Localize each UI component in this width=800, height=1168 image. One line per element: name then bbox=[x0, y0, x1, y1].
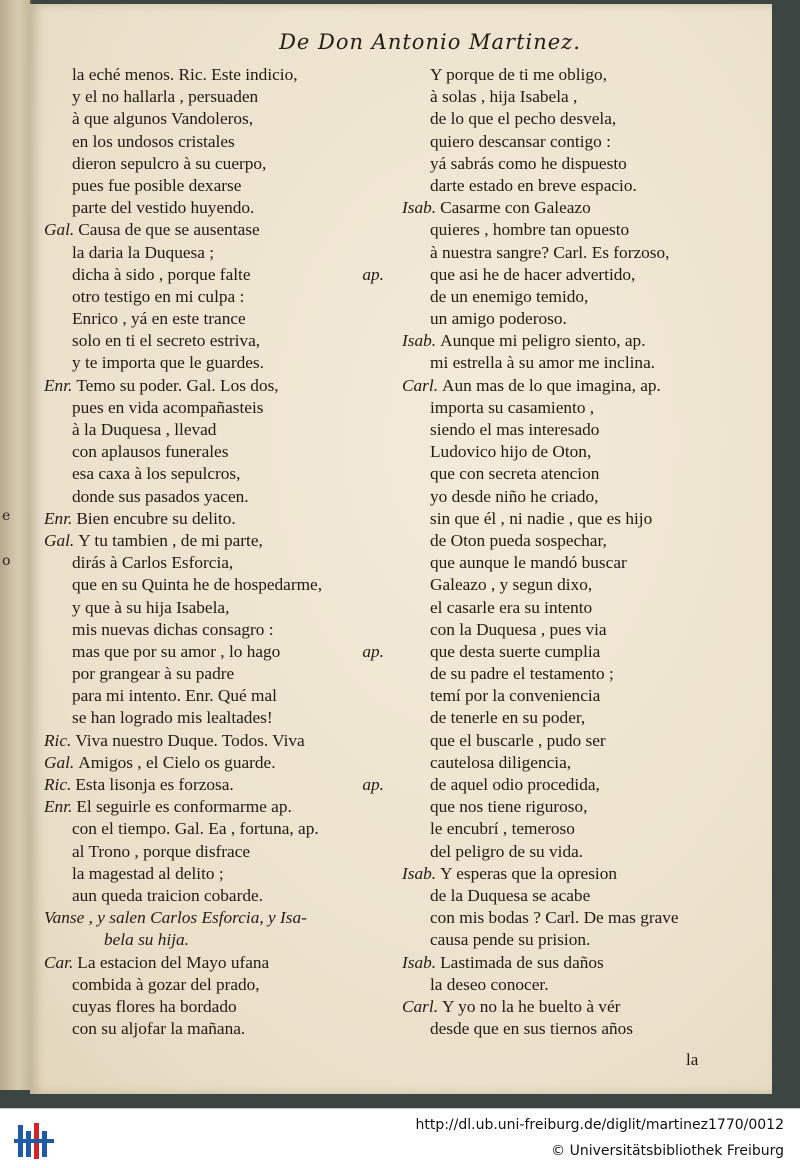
text-line bbox=[44, 64, 384, 86]
verse-text: con aplausos funerales bbox=[72, 442, 229, 462]
text-line bbox=[402, 752, 754, 774]
text-line bbox=[402, 774, 754, 796]
verse-text: La estacion del Mayo ufana bbox=[77, 952, 270, 972]
verse-text: un amigo poderoso. bbox=[430, 309, 567, 329]
verse-text: dirás à Carlos Esforcia, bbox=[72, 553, 234, 573]
text-line bbox=[402, 907, 754, 929]
text-line bbox=[402, 419, 754, 441]
verse-text: Temo su poder. Gal. Los dos, bbox=[76, 375, 279, 395]
verse-text: causa pende su prision. bbox=[430, 930, 591, 950]
text-line bbox=[44, 286, 384, 308]
verse-text: Aunque mi peligro siento, ap. bbox=[440, 331, 646, 351]
verse-text: le encubrí , temeroso bbox=[430, 819, 575, 839]
speaker-label: Enr. bbox=[44, 797, 73, 817]
verse-text: yá sabrás como he dispuesto bbox=[430, 153, 627, 173]
verse-text: solo en ti el secreto estriva, bbox=[72, 331, 261, 351]
text-line bbox=[402, 153, 754, 175]
text-line bbox=[44, 86, 384, 108]
text-line bbox=[402, 264, 754, 286]
text-line bbox=[402, 86, 754, 108]
text-line bbox=[402, 818, 754, 840]
text-line bbox=[44, 552, 384, 574]
text-line bbox=[44, 352, 384, 374]
verse-text: al Trono , porque disfrace bbox=[72, 841, 251, 861]
text-line bbox=[44, 641, 384, 663]
text-line bbox=[402, 352, 754, 374]
text-line bbox=[402, 375, 754, 397]
aside-marker: ap. bbox=[362, 775, 384, 794]
verse-text: darte estado en breve espacio. bbox=[430, 175, 637, 195]
verse-text: pues fue posible dexarse bbox=[72, 175, 242, 195]
text-line bbox=[402, 508, 754, 530]
text-line bbox=[402, 286, 754, 308]
text-line bbox=[44, 619, 384, 641]
text-line bbox=[402, 597, 754, 619]
verse-text: dicha à sido , porque falte bbox=[72, 264, 251, 284]
verse-text: sin que él , ni nadie , que es hijo bbox=[430, 508, 653, 528]
verse-text: con mis bodas ? Carl. De mas grave bbox=[430, 908, 679, 928]
verse-text: quiero descansar contigo : bbox=[430, 131, 611, 151]
text-line bbox=[402, 197, 754, 219]
text-line bbox=[402, 996, 754, 1018]
verse-text: Y porque de ti me obligo, bbox=[430, 65, 607, 84]
verse-text: cuyas flores ha bordado bbox=[72, 996, 237, 1016]
text-line bbox=[44, 264, 384, 286]
text-line bbox=[44, 907, 384, 929]
speaker-label: Isab. bbox=[402, 952, 437, 972]
text-line bbox=[402, 929, 754, 951]
verse-text: quieres , hombre tan opuesto bbox=[430, 220, 630, 240]
verse-text: Lastimada de sus daños bbox=[440, 952, 604, 972]
text-line bbox=[44, 375, 384, 397]
text-line bbox=[44, 197, 384, 219]
verse-text: de aquel odio procedida, bbox=[430, 775, 600, 794]
verse-text: se han logrado mis lealtades! bbox=[72, 708, 273, 728]
verse-text: esa caxa à los sepulcros, bbox=[72, 464, 241, 484]
verse-text: de Oton pueda sospechar, bbox=[430, 530, 607, 550]
verse-text: que el buscarle , pudo ser bbox=[430, 730, 606, 750]
catchword: la bbox=[686, 1050, 699, 1069]
verse-text: la magestad al delito ; bbox=[72, 863, 224, 883]
verse-text: de lo que el pecho desvela, bbox=[430, 109, 617, 129]
verse-text: mis nuevas dichas consagro : bbox=[72, 619, 274, 639]
verse-text: con el tiempo. Gal. Ea , fortuna, ap. bbox=[72, 819, 319, 839]
verse-text: à nuestra sangre? Carl. Es forzoso, bbox=[430, 242, 670, 262]
viewer-footer bbox=[0, 1108, 800, 1168]
text-line bbox=[44, 597, 384, 619]
verse-text: dieron sepulcro à su cuerpo, bbox=[72, 153, 267, 173]
verse-text: Bien encubre su delito. bbox=[76, 508, 236, 528]
text-line bbox=[402, 974, 754, 996]
text-line bbox=[402, 685, 754, 707]
text-line bbox=[402, 707, 754, 729]
verse-text: por grangear à su padre bbox=[72, 664, 235, 684]
text-line bbox=[402, 574, 754, 596]
text-line bbox=[402, 486, 754, 508]
text-line bbox=[402, 397, 754, 419]
text-line bbox=[402, 175, 754, 197]
text-line bbox=[44, 574, 384, 596]
text-line bbox=[402, 1018, 754, 1040]
verse-text: la deseo conocer. bbox=[430, 974, 549, 994]
text-line bbox=[44, 752, 384, 774]
text-line bbox=[402, 330, 754, 352]
verse-text: la daria la Duquesa ; bbox=[72, 242, 215, 262]
running-head: De Don Antonio Martinez. bbox=[279, 30, 581, 54]
text-line bbox=[44, 796, 384, 818]
text-line bbox=[402, 219, 754, 241]
speaker-label: Enr. bbox=[44, 375, 73, 395]
verse-text: de un enemigo temido, bbox=[430, 286, 589, 306]
text-line bbox=[44, 242, 384, 264]
verse-text: con la Duquesa , pues via bbox=[430, 619, 607, 639]
text-line bbox=[402, 552, 754, 574]
right-text-column bbox=[402, 64, 754, 1040]
verse-text: de la Duquesa se acabe bbox=[430, 885, 591, 905]
verse-text: Amigos , el Cielo os guarde. bbox=[78, 752, 276, 772]
text-line bbox=[44, 463, 384, 485]
verse-text: desde que en sus tiernos años bbox=[430, 1019, 634, 1039]
verse-text: y que à su hija Isabela, bbox=[72, 597, 230, 617]
verse-text: Galeazo , y segun dixo, bbox=[430, 575, 593, 595]
verse-text: temí por la conveniencia bbox=[430, 686, 601, 706]
aside-marker: ap. bbox=[362, 264, 384, 284]
speaker-label: Isab. bbox=[402, 331, 437, 351]
text-line bbox=[44, 774, 384, 796]
verse-text: Y tu tambien , de mi parte, bbox=[78, 530, 263, 550]
text-line bbox=[44, 841, 384, 863]
text-line bbox=[402, 242, 754, 264]
speaker-label: Ric. bbox=[44, 775, 72, 794]
text-line bbox=[44, 952, 384, 974]
aside-marker: ap. bbox=[362, 641, 384, 661]
verse-text: y el no hallarla , persuaden bbox=[72, 87, 259, 107]
verse-text: que en su Quinta he de hospedarme, bbox=[72, 575, 323, 595]
text-line bbox=[402, 796, 754, 818]
text-line bbox=[44, 730, 384, 752]
source-url-link[interactable]: http://dl.ub.uni-freiburg.de/diglit/martinez1770/0012 bbox=[415, 1117, 784, 1133]
verse-text: El seguirle es conformarme ap. bbox=[76, 797, 292, 817]
verse-text: de su padre el testamento ; bbox=[430, 664, 614, 684]
verse-text: y te importa que le guardes. bbox=[72, 353, 264, 373]
speaker-label: Carl. bbox=[402, 996, 439, 1016]
text-line bbox=[44, 108, 384, 130]
text-line bbox=[44, 663, 384, 685]
speaker-label: Carl. bbox=[402, 375, 439, 395]
text-line bbox=[44, 175, 384, 197]
text-line bbox=[44, 530, 384, 552]
text-line bbox=[44, 885, 384, 907]
text-line bbox=[44, 441, 384, 463]
verse-text: parte del vestido huyendo. bbox=[72, 198, 255, 218]
speaker-label: Ric. bbox=[44, 730, 72, 750]
text-line bbox=[402, 841, 754, 863]
text-line bbox=[44, 131, 384, 153]
verse-text: à la Duquesa , llevad bbox=[72, 420, 217, 439]
text-line bbox=[44, 929, 384, 951]
text-line bbox=[402, 530, 754, 552]
copyright-notice: © Universitätsbibliothek Freiburg bbox=[551, 1143, 784, 1159]
verse-text: Casarme con Galeazo bbox=[440, 198, 591, 218]
text-line bbox=[44, 219, 384, 241]
text-line bbox=[44, 486, 384, 508]
text-line bbox=[44, 818, 384, 840]
speaker-label: Car. bbox=[44, 952, 74, 972]
verse-text: con su aljofar la mañana. bbox=[72, 1019, 246, 1039]
verse-text: pues en vida acompañasteis bbox=[72, 397, 264, 417]
previous-page-edge bbox=[0, 0, 32, 1090]
verse-text: de tenerle en su poder, bbox=[430, 708, 586, 728]
verse-text: en los undosos cristales bbox=[72, 131, 235, 151]
text-line bbox=[402, 131, 754, 153]
verse-text: Enrico , yá en este trance bbox=[72, 309, 246, 329]
verse-text: Y esperas que la opresion bbox=[440, 863, 618, 883]
verse-text: importa su casamiento , bbox=[430, 397, 595, 417]
verse-text: combida à gozar del prado, bbox=[72, 974, 260, 994]
verse-text: que con secreta atencion bbox=[430, 464, 600, 484]
verse-text: la eché menos. Ric. Este indicio, bbox=[72, 65, 298, 84]
verse-text: aun queda traicion cobarde. bbox=[72, 885, 263, 905]
verse-text: mas que por su amor , lo hago bbox=[72, 641, 281, 661]
text-line bbox=[402, 64, 754, 86]
verse-text: que nos tiene riguroso, bbox=[430, 797, 588, 817]
text-line bbox=[44, 153, 384, 175]
speaker-label: Isab. bbox=[402, 198, 437, 218]
verse-text: Ludovico hijo de Oton, bbox=[430, 442, 592, 462]
text-line bbox=[402, 463, 754, 485]
text-line bbox=[44, 863, 384, 885]
text-line bbox=[402, 730, 754, 752]
text-line bbox=[44, 419, 384, 441]
verse-text: Viva nuestro Duque. Todos. Viva bbox=[75, 730, 305, 750]
verse-text: cautelosa diligencia, bbox=[430, 752, 572, 772]
verse-text: mi estrella à su amor me inclina. bbox=[430, 353, 656, 373]
verse-text: del peligro de su vida. bbox=[430, 841, 584, 861]
left-text-column bbox=[44, 64, 384, 1040]
text-line bbox=[402, 863, 754, 885]
text-line bbox=[44, 308, 384, 330]
text-line bbox=[44, 996, 384, 1018]
verse-text: para mi intento. Enr. Qué mal bbox=[72, 686, 277, 706]
text-line bbox=[402, 663, 754, 685]
verse-text: el casarle era su intento bbox=[430, 597, 593, 617]
verse-text: Causa de que se ausentase bbox=[78, 220, 260, 240]
verse-text: yo desde niño he criado, bbox=[430, 486, 599, 506]
stage-direction: Vanse , y salen Carlos Esforcia, y Isa- bbox=[44, 908, 307, 928]
verse-text: Esta lisonja es forzosa. bbox=[75, 775, 234, 794]
speaker-label: Isab. bbox=[402, 863, 437, 883]
text-line bbox=[402, 641, 754, 663]
speaker-label: Enr. bbox=[44, 508, 73, 528]
stage-direction: bela su hija. bbox=[104, 930, 189, 950]
text-line bbox=[44, 330, 384, 352]
prev-page-fragment: o bbox=[2, 553, 11, 569]
verse-text: otro testigo en mi culpa : bbox=[72, 286, 245, 306]
speaker-label: Gal. bbox=[44, 220, 75, 240]
speaker-label: Gal. bbox=[44, 530, 75, 550]
verse-text: à que algunos Vandoleros, bbox=[72, 109, 254, 129]
text-line bbox=[402, 952, 754, 974]
text-line bbox=[402, 885, 754, 907]
book-page bbox=[30, 4, 772, 1094]
text-line bbox=[402, 108, 754, 130]
text-line bbox=[44, 974, 384, 996]
verse-text: que asi he de hacer advertido, bbox=[430, 264, 636, 284]
text-line bbox=[44, 1018, 384, 1040]
verse-text: à solas , hija Isabela , bbox=[430, 87, 578, 107]
text-line bbox=[44, 685, 384, 707]
verse-text: Y yo no la he buelto à vér bbox=[442, 996, 621, 1016]
verse-text: que aunque le mandó buscar bbox=[430, 553, 627, 573]
text-line bbox=[44, 707, 384, 729]
verse-text: que desta suerte cumplia bbox=[430, 641, 601, 661]
text-line bbox=[402, 619, 754, 641]
verse-text: donde sus pasados yacen. bbox=[72, 486, 249, 506]
speaker-label: Gal. bbox=[44, 752, 75, 772]
text-line bbox=[402, 308, 754, 330]
prev-page-fragment: e bbox=[2, 508, 11, 524]
text-line bbox=[402, 441, 754, 463]
text-line bbox=[44, 397, 384, 419]
verse-text: siendo el mas interesado bbox=[430, 420, 600, 439]
text-line bbox=[44, 508, 384, 530]
verse-text: Aun mas de lo que imagina, ap. bbox=[442, 375, 661, 395]
ub-freiburg-logo-icon bbox=[14, 1121, 54, 1161]
